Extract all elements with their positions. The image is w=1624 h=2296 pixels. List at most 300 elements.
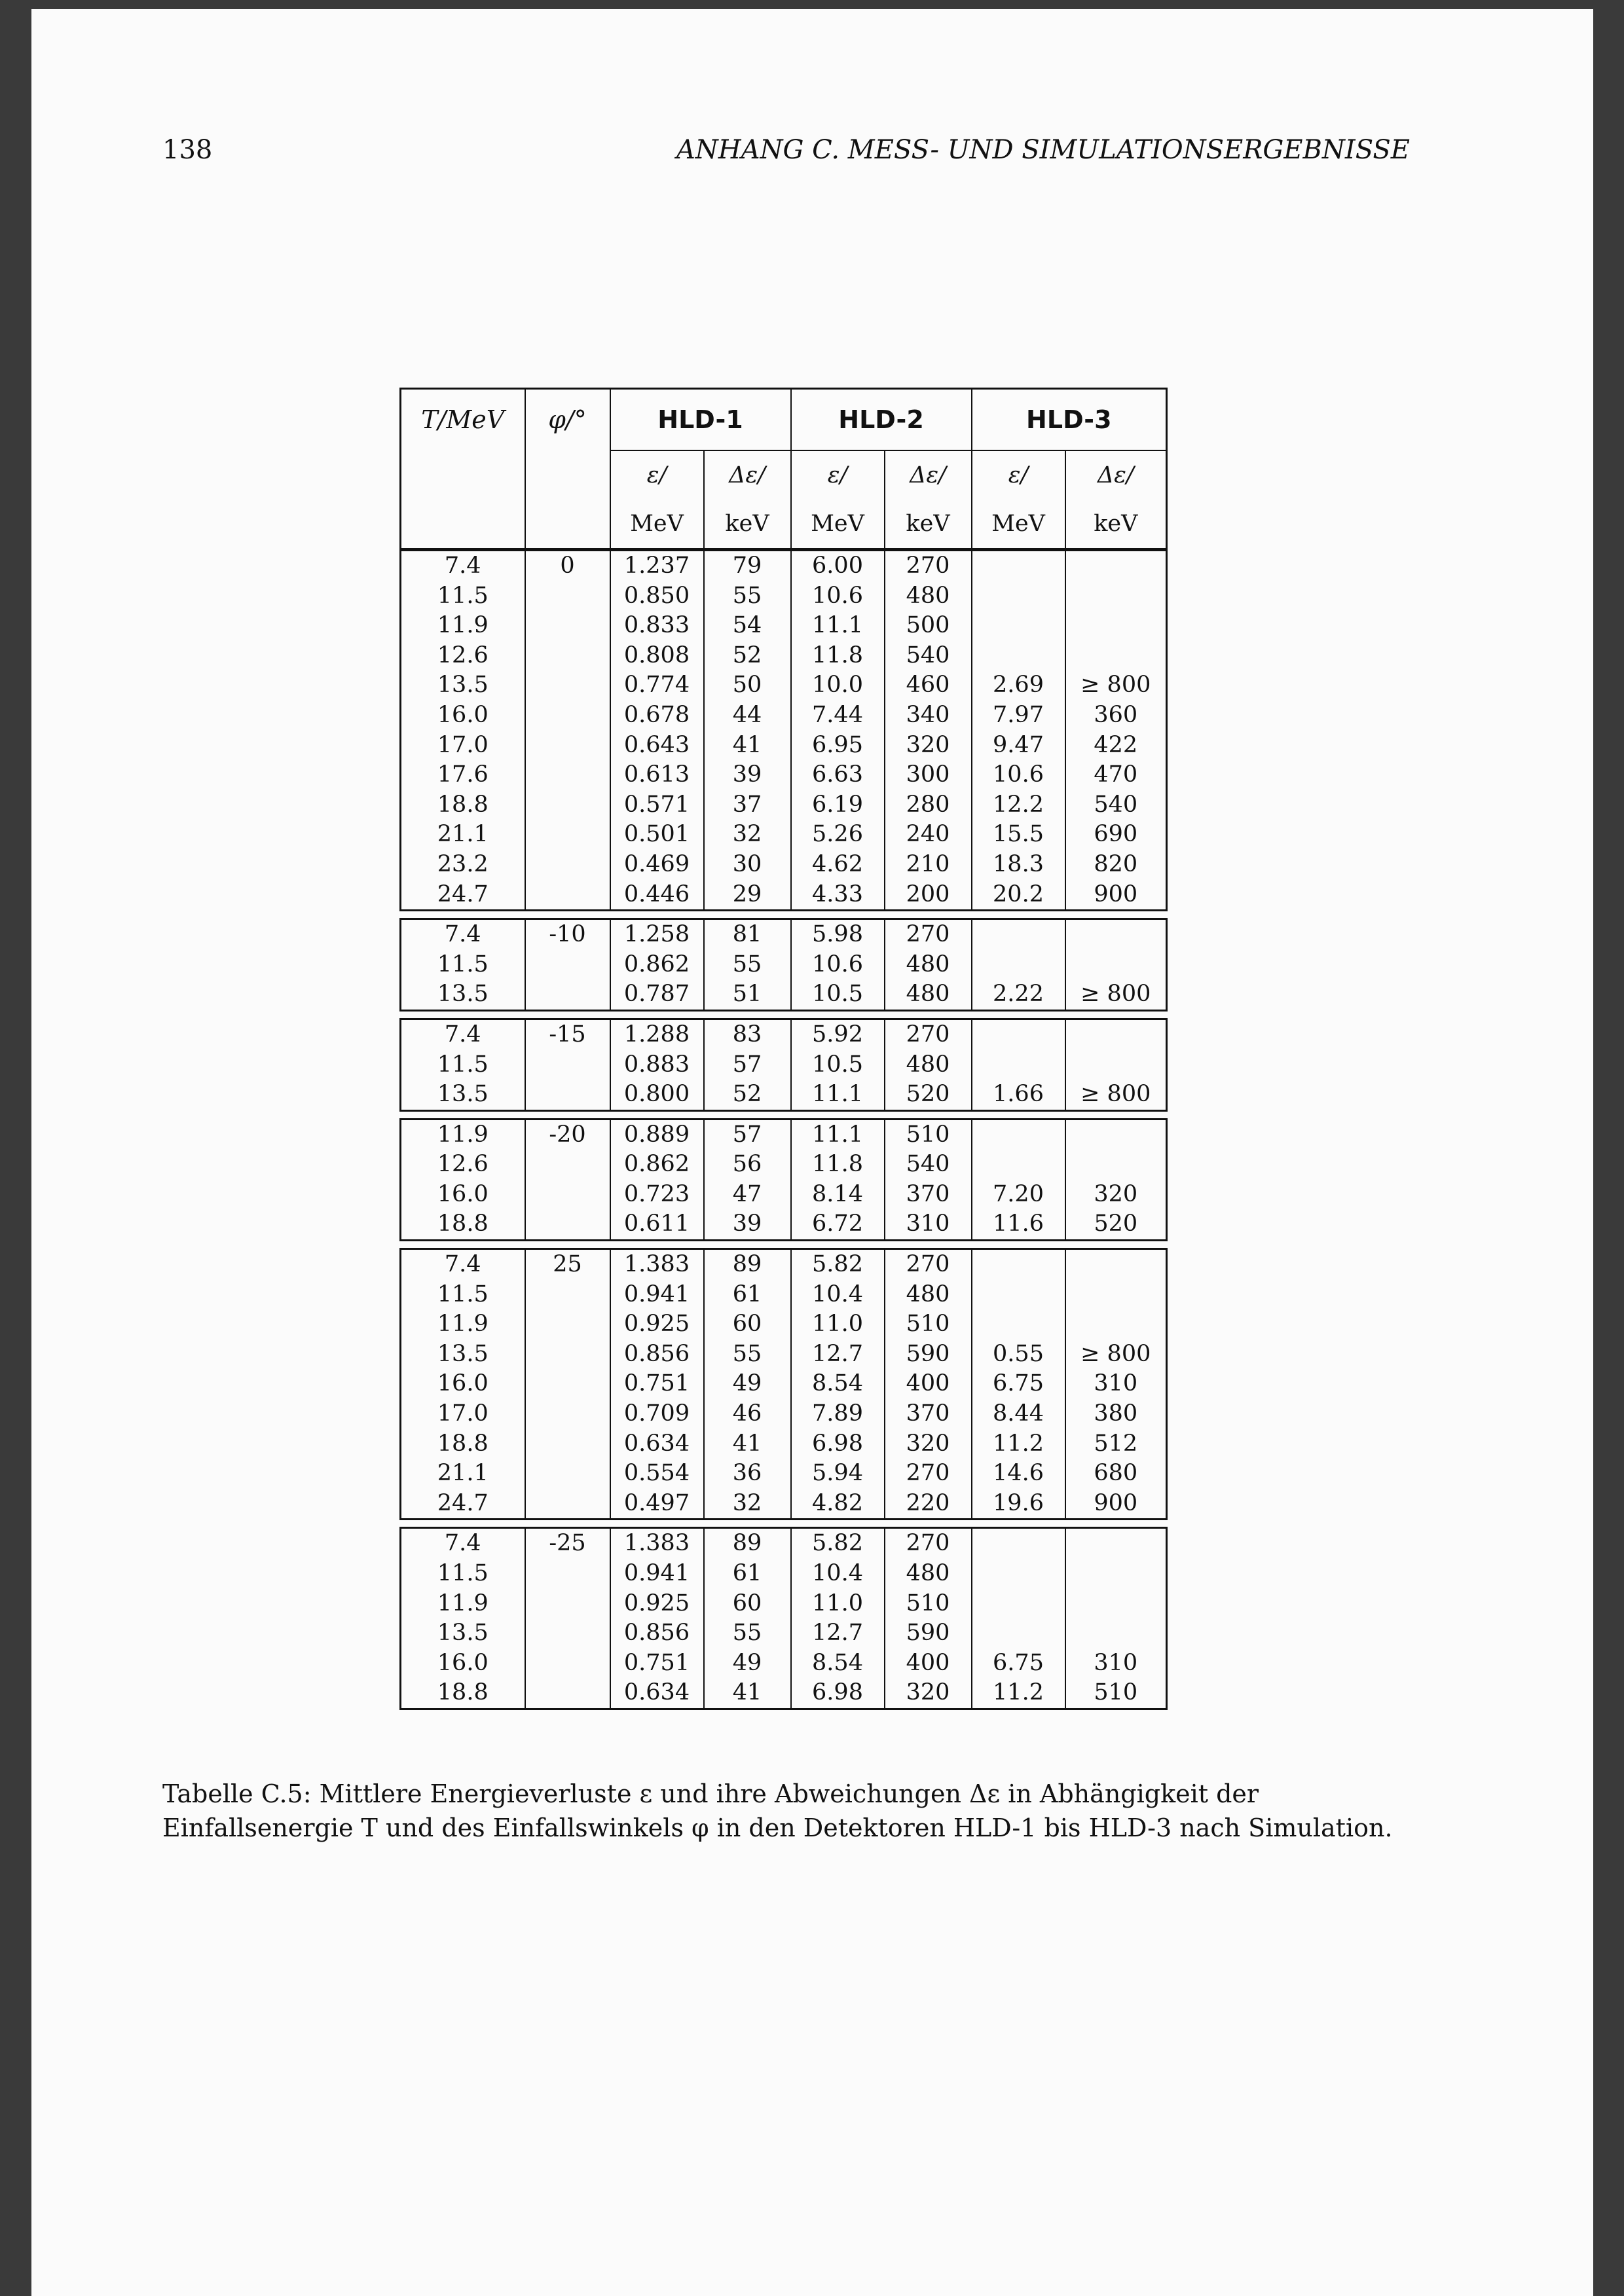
cell-hld1-deps: 29 (704, 880, 791, 911)
unit-mev: MeV (791, 500, 885, 549)
cell-hld3-eps: 15.5 (972, 820, 1065, 850)
cell-hld1-deps: 47 (704, 1180, 791, 1210)
cell-hld1-eps: 0.862 (610, 1150, 704, 1180)
unit-mev: MeV (972, 500, 1065, 549)
subheader-eps: ε/ (791, 450, 885, 500)
table-group-phi (399, 1018, 1168, 1112)
cell-T: 13.5 (401, 670, 525, 701)
cell-hld2-deps: 270 (885, 1249, 972, 1280)
cell-hld1-deps: 60 (704, 1589, 791, 1619)
cell-hld3-eps: 12.2 (972, 790, 1065, 820)
cell-phi: -15 (525, 1019, 610, 1049)
cell-hld2-eps: 8.54 (791, 1369, 885, 1399)
cell-hld2-deps: 320 (885, 731, 972, 761)
table-row (401, 1528, 1167, 1559)
cell-hld1-eps: 0.808 (610, 641, 704, 671)
cell-hld2-deps: 300 (885, 760, 972, 790)
cell-hld1-deps: 81 (704, 919, 791, 950)
cell-phi (525, 641, 610, 671)
cell-hld3-deps (1065, 950, 1167, 980)
cell-hld3-deps: 820 (1065, 850, 1167, 880)
cell-hld3-eps: 6.75 (972, 1369, 1065, 1399)
cell-T: 13.5 (401, 1339, 525, 1370)
cell-hld1-deps: 56 (704, 1150, 791, 1180)
cell-hld3-eps: 14.6 (972, 1459, 1065, 1489)
cell-phi (525, 701, 610, 731)
cell-hld3-eps: 2.22 (972, 979, 1065, 1010)
cell-T: 7.4 (401, 1019, 525, 1049)
cell-T: 11.5 (401, 950, 525, 980)
cell-T: 16.0 (401, 1180, 525, 1210)
cell-hld1-eps: 0.611 (610, 1209, 704, 1240)
cell-hld1-deps: 61 (704, 1559, 791, 1589)
cell-hld3-deps: 900 (1065, 880, 1167, 911)
cell-hld3-eps (972, 641, 1065, 671)
cell-hld3-eps: 10.6 (972, 760, 1065, 790)
cell-T: 18.8 (401, 1209, 525, 1240)
table-row (401, 551, 1167, 581)
cell-phi (525, 950, 610, 980)
cell-hld2-deps: 480 (885, 1559, 972, 1589)
cell-hld2-eps: 6.63 (791, 760, 885, 790)
cell-hld1-deps: 79 (704, 551, 791, 581)
cell-hld1-deps: 49 (704, 1649, 791, 1679)
cell-hld1-deps: 41 (704, 1678, 791, 1709)
table-group-phi (399, 1248, 1168, 1520)
cell-hld1-deps: 51 (704, 979, 791, 1010)
cell-hld2-deps: 370 (885, 1180, 972, 1210)
cell-hld1-eps: 0.883 (610, 1050, 704, 1080)
cell-hld2-deps: 270 (885, 1459, 972, 1489)
cell-hld2-eps: 6.98 (791, 1678, 885, 1709)
cell-hld3-deps: ≥ 800 (1065, 1339, 1167, 1370)
cell-hld2-eps: 7.89 (791, 1399, 885, 1429)
cell-hld2-eps: 12.7 (791, 1618, 885, 1649)
cell-T: 18.8 (401, 1678, 525, 1709)
cell-hld3-deps (1065, 611, 1167, 641)
document-page (31, 9, 1593, 2296)
cell-T: 7.4 (401, 919, 525, 950)
cell-hld2-deps: 460 (885, 670, 972, 701)
cell-hld2-deps: 400 (885, 1649, 972, 1679)
cell-hld1-eps: 0.941 (610, 1280, 704, 1310)
cell-hld1-deps: 32 (704, 820, 791, 850)
cell-T: 11.5 (401, 1559, 525, 1589)
cell-hld3-deps (1065, 581, 1167, 611)
cell-T: 24.7 (401, 1489, 525, 1520)
cell-hld3-eps: 7.97 (972, 701, 1065, 731)
cell-T: 24.7 (401, 880, 525, 911)
cell-hld2-eps: 11.8 (791, 641, 885, 671)
table-group-phi (399, 1118, 1168, 1241)
cell-hld1-eps: 0.709 (610, 1399, 704, 1429)
table-row (401, 1559, 1167, 1589)
cell-hld2-deps: 520 (885, 1080, 972, 1110)
cell-T: 16.0 (401, 701, 525, 731)
cell-hld3-eps: 2.69 (972, 670, 1065, 701)
cell-hld2-eps: 8.14 (791, 1180, 885, 1210)
table-row (401, 1309, 1167, 1339)
table-row (401, 950, 1167, 980)
cell-hld3-deps: 680 (1065, 1459, 1167, 1489)
cell-T: 11.5 (401, 1050, 525, 1080)
table-group-phi (399, 918, 1168, 1011)
caption-text: Mittlere Energieverluste ε und ihre Abweichungen Δε in Abhängigkeit der Einfallsenergie T und des Einfallswinkels φ in den Detektoren HLD-1 bis HLD-3 nach Simulation. (162, 1779, 1393, 1842)
cell-hld1-eps: 0.889 (610, 1119, 704, 1150)
unit-mev: MeV (610, 500, 704, 549)
cell-hld3-deps (1065, 1528, 1167, 1559)
cell-hld3-deps: 540 (1065, 790, 1167, 820)
cell-hld1-deps: 44 (704, 701, 791, 731)
table-row (401, 1180, 1167, 1210)
cell-hld2-deps: 270 (885, 551, 972, 581)
cell-phi (525, 1678, 610, 1709)
cell-T: 18.8 (401, 1429, 525, 1459)
cell-phi (525, 1618, 610, 1649)
unit-kev: keV (1065, 500, 1167, 549)
cell-hld3-eps (972, 950, 1065, 980)
cell-hld2-eps: 6.72 (791, 1209, 885, 1240)
cell-hld2-deps: 270 (885, 919, 972, 950)
table-row (401, 1280, 1167, 1310)
cell-hld1-eps: 1.288 (610, 1019, 704, 1049)
cell-phi (525, 880, 610, 911)
cell-hld1-deps: 37 (704, 790, 791, 820)
col-header-phi: φ/° (525, 389, 610, 549)
cell-hld3-deps: 520 (1065, 1209, 1167, 1240)
table-row (401, 880, 1167, 911)
cell-hld1-eps: 0.571 (610, 790, 704, 820)
table-row (401, 1489, 1167, 1520)
cell-hld3-eps: 9.47 (972, 731, 1065, 761)
cell-phi (525, 1050, 610, 1080)
cell-hld2-deps: 480 (885, 1280, 972, 1310)
table-row (401, 1080, 1167, 1110)
cell-hld1-eps: 1.383 (610, 1528, 704, 1559)
cell-hld1-eps: 0.800 (610, 1080, 704, 1110)
cell-hld2-eps: 6.95 (791, 731, 885, 761)
cell-hld2-eps: 6.19 (791, 790, 885, 820)
table-caption (162, 1777, 1446, 1845)
cell-hld3-eps (972, 551, 1065, 581)
cell-hld3-deps: 422 (1065, 731, 1167, 761)
cell-T: 17.0 (401, 1399, 525, 1429)
cell-phi (525, 581, 610, 611)
cell-hld1-deps: 36 (704, 1459, 791, 1489)
cell-hld1-eps: 0.678 (610, 701, 704, 731)
table-header (399, 388, 1168, 549)
cell-hld3-deps: 380 (1065, 1399, 1167, 1429)
cell-hld1-eps: 0.643 (610, 731, 704, 761)
cell-hld2-eps: 4.33 (791, 880, 885, 911)
cell-hld3-eps (972, 581, 1065, 611)
cell-phi (525, 850, 610, 880)
cell-hld2-eps: 8.54 (791, 1649, 885, 1679)
cell-phi: 0 (525, 551, 610, 581)
cell-T: 7.4 (401, 1528, 525, 1559)
table-row (401, 641, 1167, 671)
cell-hld3-eps (972, 1618, 1065, 1649)
table-row (401, 581, 1167, 611)
table-row (401, 1618, 1167, 1649)
cell-hld2-deps: 210 (885, 850, 972, 880)
cell-hld1-deps: 50 (704, 670, 791, 701)
cell-hld2-eps: 5.98 (791, 919, 885, 950)
table-row (401, 1150, 1167, 1180)
cell-hld1-deps: 55 (704, 950, 791, 980)
cell-hld3-eps: 11.2 (972, 1678, 1065, 1709)
cell-hld2-deps: 240 (885, 820, 972, 850)
cell-hld3-deps: 470 (1065, 760, 1167, 790)
cell-phi (525, 790, 610, 820)
cell-hld3-deps (1065, 1249, 1167, 1280)
cell-hld3-eps (972, 1280, 1065, 1310)
cell-T: 12.6 (401, 1150, 525, 1180)
cell-hld2-eps: 7.44 (791, 701, 885, 731)
cell-hld1-eps: 0.862 (610, 950, 704, 980)
cell-hld1-eps: 0.634 (610, 1678, 704, 1709)
cell-T: 11.5 (401, 581, 525, 611)
cell-hld2-eps: 4.82 (791, 1489, 885, 1520)
col-header-hld3: HLD-3 (972, 389, 1167, 451)
col-header-hld2: HLD-2 (791, 389, 972, 451)
subheader-deps: Δε/ (704, 450, 791, 500)
cell-hld3-deps: 310 (1065, 1369, 1167, 1399)
cell-hld2-eps: 4.62 (791, 850, 885, 880)
table-row (401, 1339, 1167, 1370)
cell-hld2-eps: 11.1 (791, 1080, 885, 1110)
cell-hld3-deps (1065, 1589, 1167, 1619)
cell-hld2-eps: 11.1 (791, 1119, 885, 1150)
cell-hld2-deps: 510 (885, 1309, 972, 1339)
cell-hld2-eps: 11.1 (791, 611, 885, 641)
table-row (401, 820, 1167, 850)
cell-hld2-deps: 500 (885, 611, 972, 641)
cell-hld1-eps: 0.501 (610, 820, 704, 850)
cell-hld2-deps: 220 (885, 1489, 972, 1520)
cell-hld2-eps: 10.4 (791, 1559, 885, 1589)
unit-kev: keV (885, 500, 972, 549)
cell-hld3-deps (1065, 1280, 1167, 1310)
cell-hld1-eps: 0.497 (610, 1489, 704, 1520)
cell-hld1-deps: 83 (704, 1019, 791, 1049)
cell-T: 12.6 (401, 641, 525, 671)
cell-hld3-deps (1065, 1050, 1167, 1080)
cell-hld3-eps: 11.6 (972, 1209, 1065, 1240)
cell-hld3-deps (1065, 1150, 1167, 1180)
cell-hld1-eps: 0.774 (610, 670, 704, 701)
cell-hld1-eps: 0.751 (610, 1649, 704, 1679)
cell-phi (525, 1459, 610, 1489)
cell-hld2-deps: 480 (885, 950, 972, 980)
table-row (401, 1209, 1167, 1240)
cell-hld3-eps (972, 1019, 1065, 1049)
cell-hld1-deps: 60 (704, 1309, 791, 1339)
cell-T: 23.2 (401, 850, 525, 880)
subheader-eps: ε/ (610, 450, 704, 500)
cell-hld3-eps (972, 1528, 1065, 1559)
cell-T: 13.5 (401, 1080, 525, 1110)
cell-hld1-eps: 1.237 (610, 551, 704, 581)
cell-T: 17.6 (401, 760, 525, 790)
cell-hld3-deps: 320 (1065, 1180, 1167, 1210)
cell-phi (525, 611, 610, 641)
cell-phi (525, 1080, 610, 1110)
cell-hld2-eps: 6.98 (791, 1429, 885, 1459)
cell-phi (525, 1589, 610, 1619)
table-row (401, 701, 1167, 731)
cell-hld3-deps: 310 (1065, 1649, 1167, 1679)
cell-hld3-deps: ≥ 800 (1065, 979, 1167, 1010)
table-row (401, 1369, 1167, 1399)
cell-phi (525, 1280, 610, 1310)
cell-hld2-eps: 11.8 (791, 1150, 885, 1180)
table-row (401, 731, 1167, 761)
cell-hld2-deps: 270 (885, 1019, 972, 1049)
cell-hld2-deps: 590 (885, 1339, 972, 1370)
cell-hld2-eps: 10.5 (791, 979, 885, 1010)
cell-hld3-eps: 1.66 (972, 1080, 1065, 1110)
cell-T: 13.5 (401, 1618, 525, 1649)
cell-hld2-deps: 270 (885, 1528, 972, 1559)
cell-hld1-deps: 57 (704, 1050, 791, 1080)
cell-hld1-eps: 0.925 (610, 1589, 704, 1619)
page-number: 138 (162, 135, 213, 165)
table-row (401, 979, 1167, 1010)
cell-phi (525, 1180, 610, 1210)
cell-T: 7.4 (401, 1249, 525, 1280)
cell-hld1-eps: 0.634 (610, 1429, 704, 1459)
cell-hld3-eps: 18.3 (972, 850, 1065, 880)
cell-hld3-deps (1065, 919, 1167, 950)
cell-hld2-deps: 400 (885, 1369, 972, 1399)
cell-hld1-eps: 0.941 (610, 1559, 704, 1589)
table-row (401, 1649, 1167, 1679)
cell-hld3-eps: 11.2 (972, 1429, 1065, 1459)
cell-phi (525, 1309, 610, 1339)
table-body (399, 549, 1198, 1710)
cell-hld2-eps: 5.82 (791, 1249, 885, 1280)
cell-hld3-deps: ≥ 800 (1065, 1080, 1167, 1110)
cell-hld1-deps: 30 (704, 850, 791, 880)
cell-hld2-eps: 10.6 (791, 950, 885, 980)
cell-T: 11.5 (401, 1280, 525, 1310)
cell-hld1-deps: 41 (704, 731, 791, 761)
cell-hld2-deps: 280 (885, 790, 972, 820)
cell-hld2-deps: 510 (885, 1119, 972, 1150)
cell-hld2-deps: 540 (885, 641, 972, 671)
cell-phi (525, 820, 610, 850)
cell-phi (525, 979, 610, 1010)
table-row (401, 1249, 1167, 1280)
cell-hld3-eps (972, 1559, 1065, 1589)
cell-hld1-deps: 39 (704, 760, 791, 790)
cell-hld2-deps: 370 (885, 1399, 972, 1429)
cell-hld3-eps (972, 1119, 1065, 1150)
cell-hld2-eps: 11.0 (791, 1589, 885, 1619)
cell-hld2-eps: 5.82 (791, 1528, 885, 1559)
cell-phi (525, 1649, 610, 1679)
cell-hld3-eps (972, 611, 1065, 641)
table-row (401, 1678, 1167, 1709)
cell-hld3-eps (972, 1050, 1065, 1080)
cell-hld2-eps: 6.00 (791, 551, 885, 581)
cell-hld2-deps: 480 (885, 1050, 972, 1080)
cell-hld1-deps: 61 (704, 1280, 791, 1310)
cell-hld3-deps: 512 (1065, 1429, 1167, 1459)
cell-T: 21.1 (401, 1459, 525, 1489)
table-row (401, 1429, 1167, 1459)
cell-hld2-eps: 5.26 (791, 820, 885, 850)
table-row (401, 919, 1167, 950)
cell-hld3-deps (1065, 1309, 1167, 1339)
caption-label: Tabelle C.5: (162, 1779, 312, 1808)
cell-hld3-eps: 20.2 (972, 880, 1065, 911)
table-row (401, 790, 1167, 820)
cell-hld3-deps: 690 (1065, 820, 1167, 850)
cell-hld1-deps: 32 (704, 1489, 791, 1520)
cell-phi (525, 731, 610, 761)
subheader-eps: ε/ (972, 450, 1065, 500)
cell-hld3-eps (972, 1589, 1065, 1619)
cell-phi: -20 (525, 1119, 610, 1150)
subheader-deps: Δε/ (1065, 450, 1167, 500)
cell-phi: -10 (525, 919, 610, 950)
table-group-phi (399, 1527, 1168, 1710)
table-row (401, 850, 1167, 880)
col-header-T: T/MeV (401, 389, 525, 549)
cell-hld1-eps: 0.856 (610, 1618, 704, 1649)
cell-hld2-deps: 200 (885, 880, 972, 911)
cell-hld1-eps: 0.787 (610, 979, 704, 1010)
table-row (401, 1589, 1167, 1619)
cell-hld1-deps: 52 (704, 1080, 791, 1110)
cell-T: 11.9 (401, 1309, 525, 1339)
cell-hld3-eps: 7.20 (972, 1180, 1065, 1210)
cell-hld2-eps: 12.7 (791, 1339, 885, 1370)
table-row (401, 1019, 1167, 1049)
cell-hld1-eps: 0.613 (610, 760, 704, 790)
cell-hld1-deps: 89 (704, 1249, 791, 1280)
cell-hld1-deps: 89 (704, 1528, 791, 1559)
cell-T: 11.9 (401, 611, 525, 641)
cell-hld2-deps: 340 (885, 701, 972, 731)
cell-hld2-deps: 590 (885, 1618, 972, 1649)
cell-hld3-eps: 19.6 (972, 1489, 1065, 1520)
cell-hld1-deps: 55 (704, 1339, 791, 1370)
cell-hld1-deps: 52 (704, 641, 791, 671)
cell-hld1-deps: 46 (704, 1399, 791, 1429)
cell-hld2-eps: 11.0 (791, 1309, 885, 1339)
cell-hld1-deps: 39 (704, 1209, 791, 1240)
cell-hld1-eps: 1.258 (610, 919, 704, 950)
running-head: ANHANG C. MESS- UND SIMULATIONSERGEBNISSE (676, 135, 1410, 165)
cell-hld1-eps: 0.751 (610, 1369, 704, 1399)
cell-phi: -25 (525, 1528, 610, 1559)
cell-hld2-deps: 310 (885, 1209, 972, 1240)
unit-kev: keV (704, 500, 791, 549)
cell-hld2-deps: 510 (885, 1589, 972, 1619)
cell-phi (525, 1150, 610, 1180)
cell-hld2-eps: 10.5 (791, 1050, 885, 1080)
table-row (401, 1399, 1167, 1429)
cell-hld3-eps: 6.75 (972, 1649, 1065, 1679)
table-row (401, 611, 1167, 641)
cell-T: 21.1 (401, 820, 525, 850)
cell-hld1-deps: 54 (704, 611, 791, 641)
cell-phi (525, 760, 610, 790)
cell-hld1-deps: 49 (704, 1369, 791, 1399)
